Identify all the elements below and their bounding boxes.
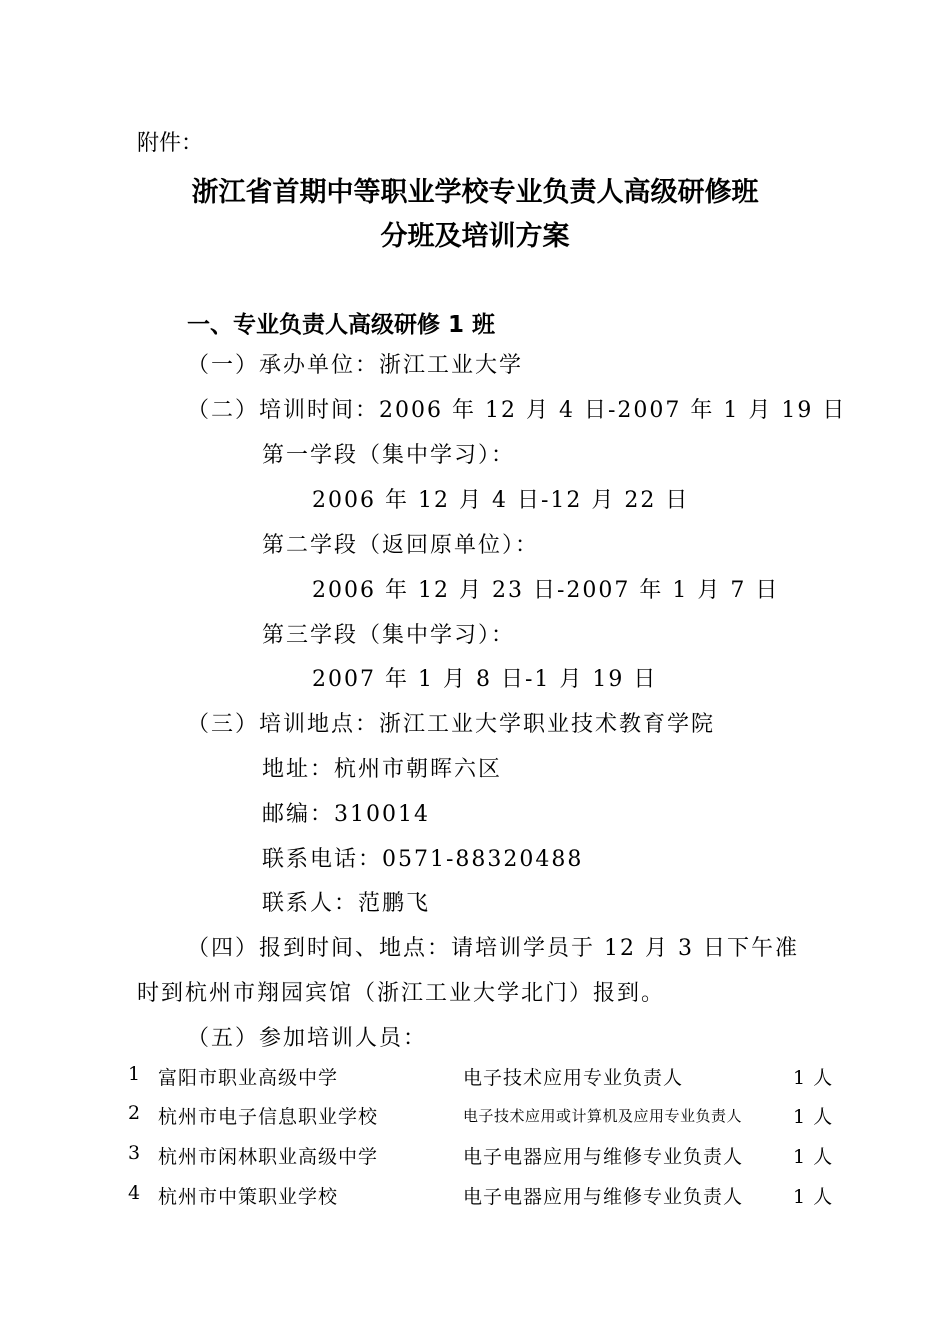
row-school: 富阳市职业高级中学 [158,1067,339,1089]
participants-heading: （五）参加培训人员： [187,1026,428,1051]
phase2-dates: 2006 年 12 月 23 日-2007 年 1 月 7 日 [312,578,780,603]
row-number: 3 [128,1142,142,1164]
location-line: （三）培训地点：浙江工业大学职业技术教育学院 [187,712,716,737]
row-school: 杭州市中策职业学校 [158,1186,339,1208]
row-number: 1 [128,1063,142,1085]
section-1-heading: 一、专业负责人高级研修 1 班 [187,312,496,338]
row-count: 1 人 [793,1106,834,1128]
row-number: 4 [128,1182,142,1204]
document-title-line2: 分班及培训方案 [380,221,570,252]
phone-line: 联系电话：0571-88320488 [262,847,584,872]
organizer-line: （一）承办单位：浙江工业大学 [187,353,524,378]
training-time-line: （二）培训时间：2006 年 12 月 4 日-2007 年 1 月 19 日 [187,398,847,423]
row-major: 电子技术应用专业负责人 [463,1067,684,1089]
row-school: 杭州市电子信息职业学校 [158,1106,379,1128]
postcode-line: 邮编：310014 [262,802,430,827]
row-number: 2 [128,1102,142,1124]
row-major: 电子电器应用与维修专业负责人 [463,1146,744,1168]
attachment-label: 附件： [137,131,204,156]
report-line-2: 时到杭州市翔园宾馆（浙江工业大学北门）报到。 [137,981,666,1006]
phase1-label: 第一学段（集中学习）： [262,443,516,468]
address-line: 地址：杭州市朝晖六区 [262,757,503,782]
phase1-dates: 2006 年 12 月 4 日-12 月 22 日 [312,488,690,513]
row-count: 1 人 [793,1186,834,1208]
phase2-label: 第二学段（返回原单位）： [262,533,540,558]
report-line-1: （四）报到时间、地点：请培训学员于 12 月 3 日下午准 [187,936,799,961]
phase3-label: 第三学段（集中学习）： [262,623,516,648]
row-school: 杭州市闲林职业高级中学 [158,1146,379,1168]
phase3-dates: 2007 年 1 月 8 日-1 月 19 日 [312,667,658,692]
row-count: 1 人 [793,1067,834,1089]
document-title-line1: 浙江省首期中等职业学校专业负责人高级研修班 [191,177,759,208]
contact-line: 联系人：范鹏飞 [262,891,431,916]
row-major: 电子技术应用或计算机及应用专业负责人 [463,1107,743,1125]
row-count: 1 人 [793,1146,834,1168]
row-major: 电子电器应用与维修专业负责人 [463,1186,744,1208]
